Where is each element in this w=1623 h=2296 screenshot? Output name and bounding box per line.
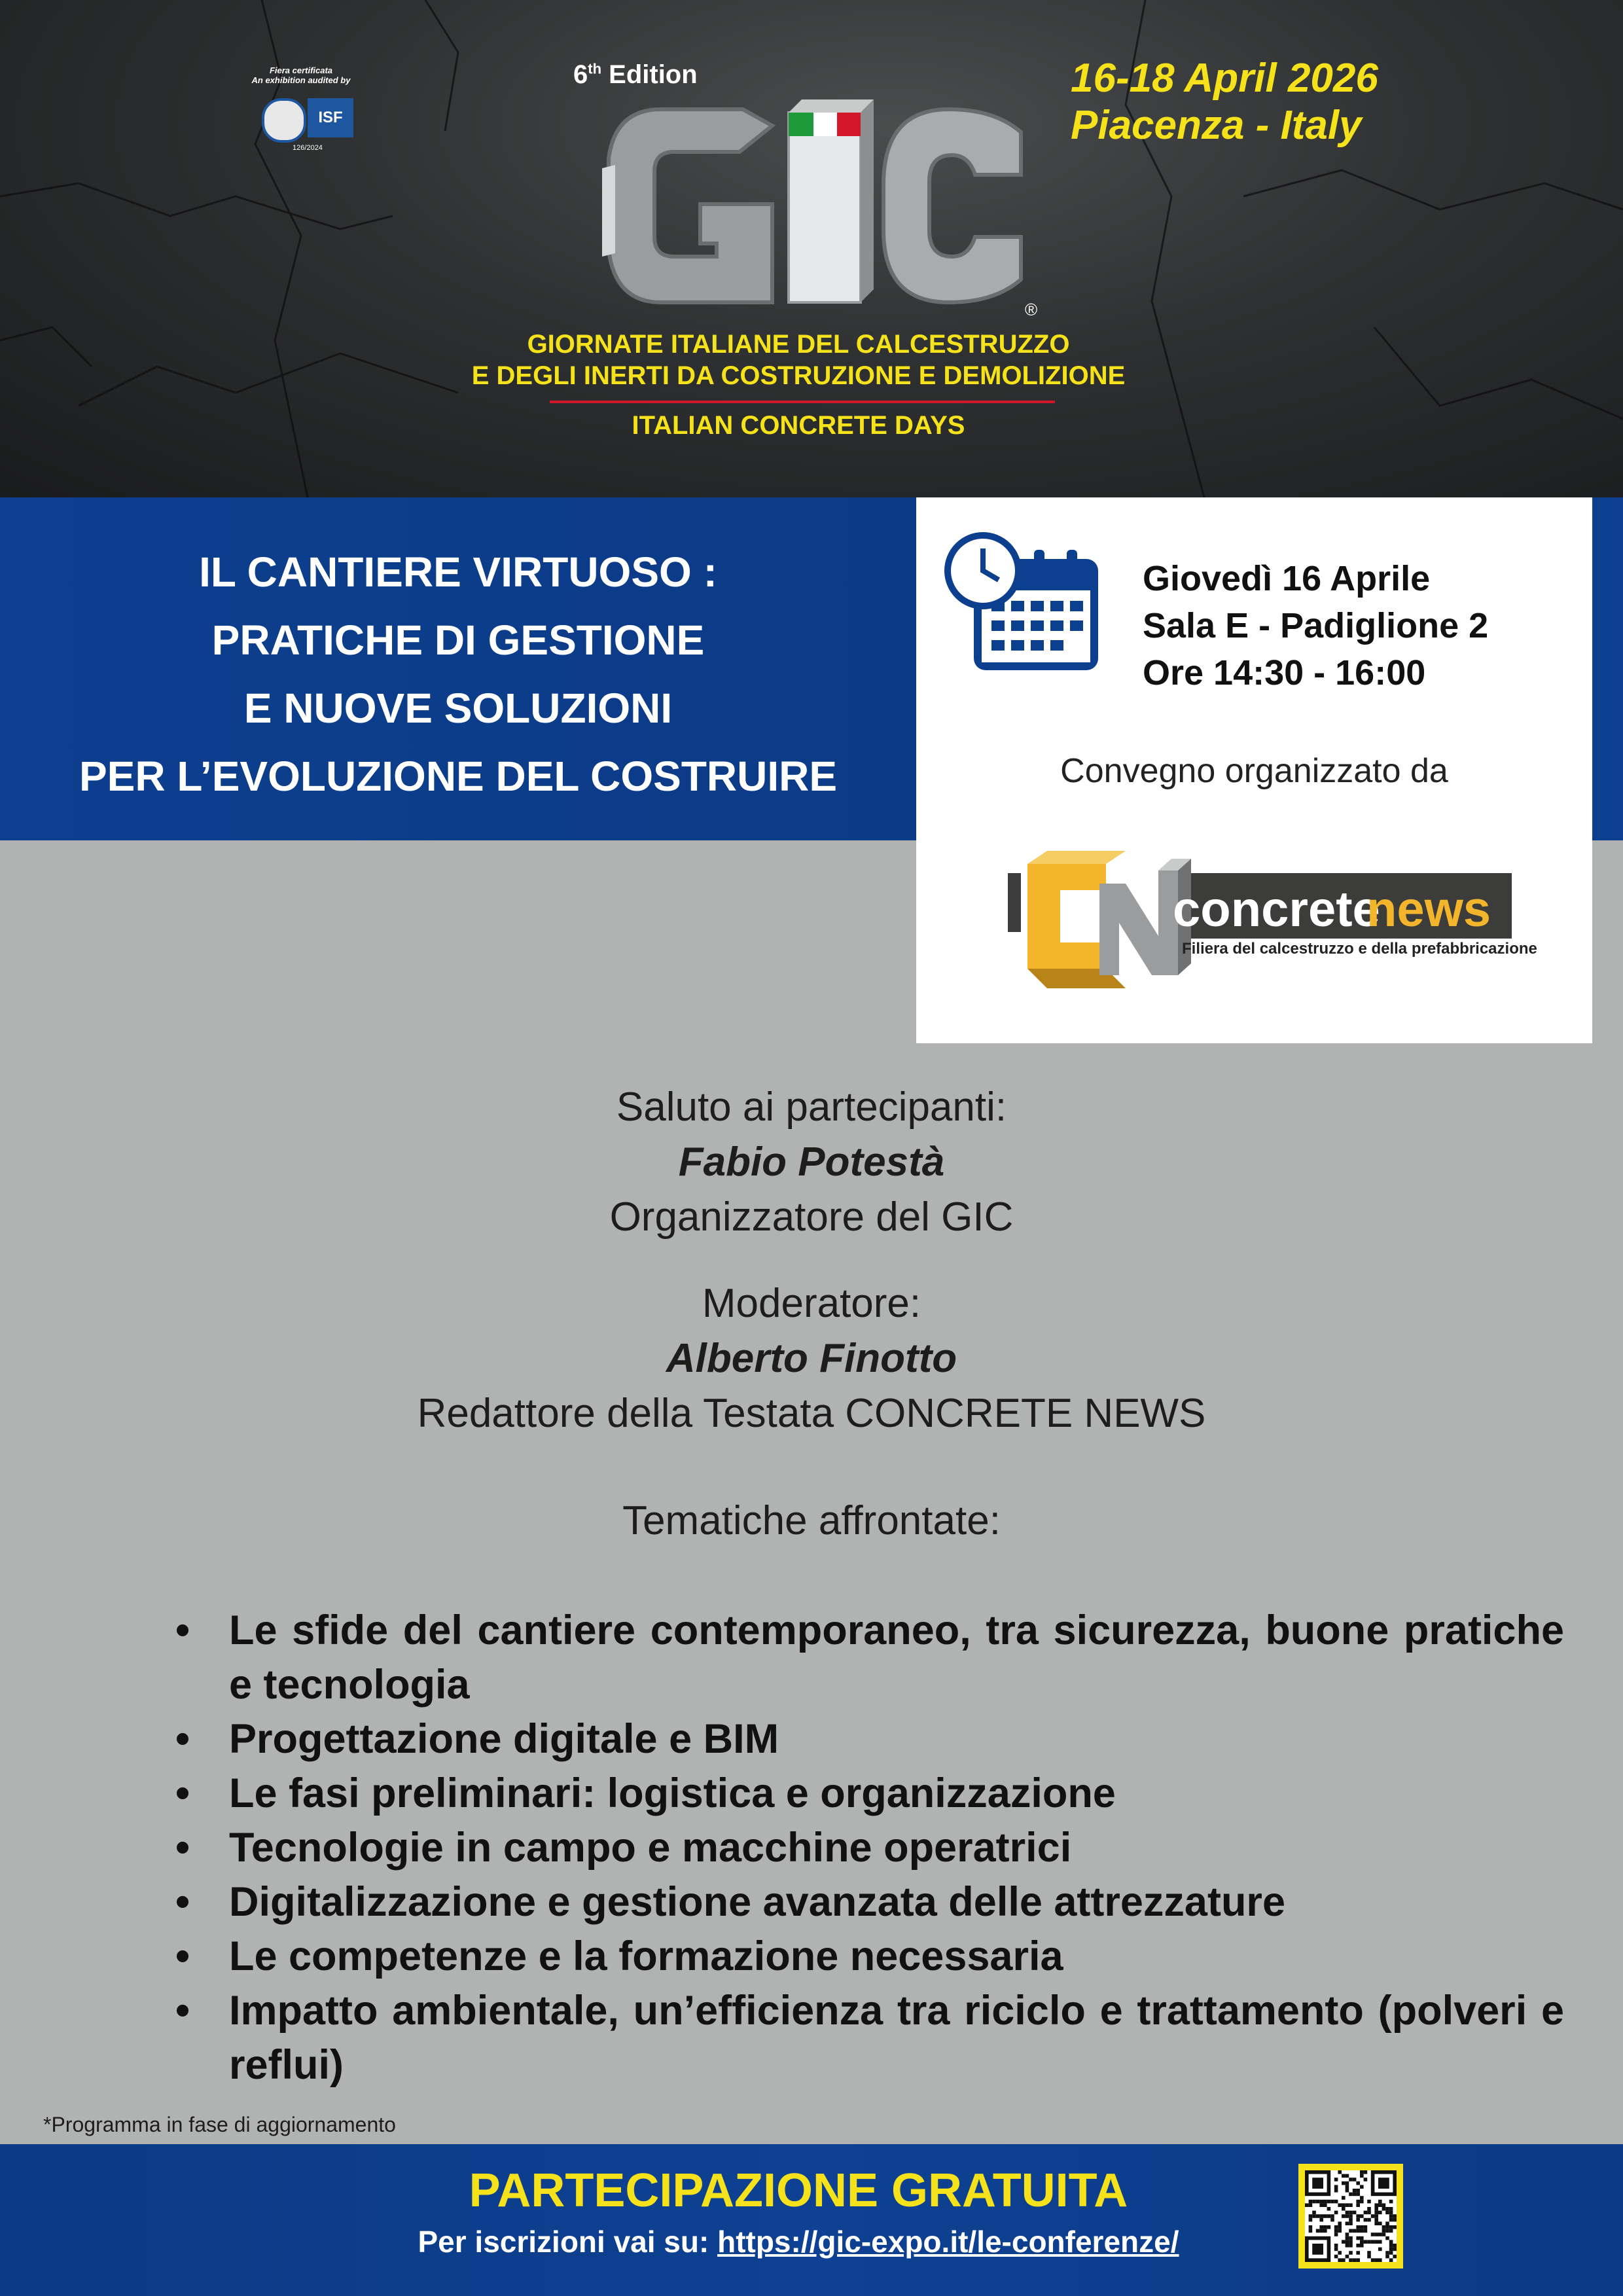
bullet-icon: • xyxy=(175,1770,190,1816)
program-note: *Programma in fase di aggiornamento xyxy=(43,2113,396,2136)
bullet-icon: • xyxy=(175,1988,190,2034)
event-room: Sala E - Padiglione 2 xyxy=(1143,606,1489,645)
welcome-role: Organizzatore del GIC xyxy=(609,1194,1014,1240)
moderator-role: Redattore della Testata CONCRETE NEWS xyxy=(417,1391,1206,1436)
registered-mark: ® xyxy=(1025,300,1038,319)
gic-subtitle-line1: GIORNATE ITALIANE DEL CALCESTRUZZO xyxy=(527,330,1070,359)
gic-subtitle-line2: E DEGLI INERTI DA COSTRUZIONE E DEMOLIZIONE xyxy=(471,361,1126,390)
cert-label: Fiera certificata An exhibition audited by xyxy=(251,65,351,85)
event-day: Giovedì 16 Aprile xyxy=(1143,559,1431,598)
header-banner xyxy=(0,0,1623,497)
bullet-icon: • xyxy=(175,1825,190,1871)
topics-label: Tematiche affrontate: xyxy=(622,1498,1001,1543)
calendar-clock-icon xyxy=(942,530,1113,674)
list-item: • Le fasi preliminari: logistica e organizzazione xyxy=(164,1767,1564,1821)
welcome-name: Fabio Potestà xyxy=(678,1139,945,1185)
free-participation-headline: PARTECIPAZIONE GRATUITA xyxy=(469,2164,1128,2217)
edition-label: 6th Edition xyxy=(573,60,698,89)
list-item: • Le competenze e la formazione necessaria xyxy=(164,1929,1564,1984)
list-item: • Le sfide del cantiere contemporaneo, tra sicurezza, buone pratiche e tecnologia xyxy=(164,1604,1564,1712)
concrete-news-word1: concrete xyxy=(1173,882,1380,937)
moderator-name: Alberto Finotto xyxy=(666,1336,957,1381)
qr-code-icon[interactable] xyxy=(1298,2164,1403,2269)
concrete-news-word2: news xyxy=(1366,882,1491,937)
list-item: • Progettazione digitale e BIM xyxy=(164,1712,1564,1767)
conference-title: IL CANTIERE VIRTUOSO : PRATICHE DI GESTIONE E NUOVE SOLUZIONI PER L’EVOLUZIONE DEL COSTRUIRE xyxy=(79,548,838,800)
divider xyxy=(550,401,1055,403)
event-details xyxy=(1143,555,1488,696)
event-dates: 16-18 April 2026 Piacenza - Italy xyxy=(1071,56,1378,148)
certification-seal-icon xyxy=(262,98,306,143)
list-item: • Impatto ambientale, un’efficienza tra riciclo e trattamento (polveri e reflui) xyxy=(164,1984,1564,2092)
isf-logo: ISF xyxy=(308,98,353,137)
gic-subtitle-line3: ITALIAN CONCRETE DAYS xyxy=(632,411,965,440)
bullet-icon: • xyxy=(175,1607,190,1653)
gic-logo xyxy=(576,54,1034,329)
signup-link[interactable]: https://gic-expo.it/le-conferenze/ xyxy=(717,2225,1179,2259)
organized-by-label: Convegno organizzato da xyxy=(1060,752,1448,790)
signup-prefix: Per iscrizioni vai su: xyxy=(418,2225,718,2259)
topics-list xyxy=(164,1604,1564,2092)
list-item: • Digitalizzazione e gestione avanzata delle attrezzature xyxy=(164,1875,1564,1929)
bullet-icon: • xyxy=(175,1716,190,1762)
welcome-label: Saluto ai partecipanti: xyxy=(616,1085,1007,1130)
list-item: • Tecnologie in campo e macchine operatrici xyxy=(164,1821,1564,1875)
bullet-icon: • xyxy=(175,1933,190,1979)
bullet-icon: • xyxy=(175,1879,190,1925)
event-time: Ore 14:30 - 16:00 xyxy=(1143,653,1426,692)
cert-badge: 126/2024 xyxy=(293,144,323,152)
concrete-news-tagline: Filiera del calcestruzzo e della prefabbricazione xyxy=(1182,940,1537,958)
moderator-label: Moderatore: xyxy=(702,1281,921,1326)
